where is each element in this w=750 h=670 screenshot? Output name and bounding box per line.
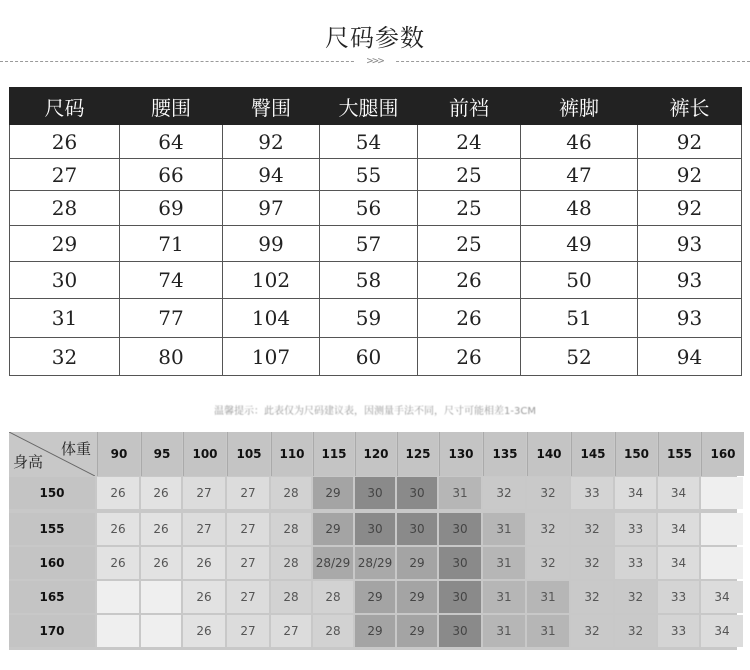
weight-header: 120 xyxy=(355,432,396,476)
table-row xyxy=(10,262,742,299)
page-title: 尺码参数 xyxy=(325,24,425,52)
size-cell: 32 xyxy=(571,615,613,647)
table-cell: 57 xyxy=(320,226,418,262)
header-cell: 腰围 xyxy=(120,88,223,125)
table-cell: 25 xyxy=(418,226,521,262)
size-cell: 29 xyxy=(397,615,437,647)
size-cell: 30 xyxy=(439,513,481,545)
table-cell: 102 xyxy=(223,262,320,299)
table-cell: 94 xyxy=(638,338,742,376)
table-cell: 24 xyxy=(418,125,521,159)
size-table-header-row xyxy=(10,88,742,125)
table-cell: 97 xyxy=(223,191,320,226)
size-cell: 32 xyxy=(615,581,656,613)
size-cell: 28/29 xyxy=(355,547,395,579)
size-cell: 30 xyxy=(355,513,395,545)
size-cell: 28 xyxy=(271,581,311,613)
size-cell: 31 xyxy=(483,547,525,579)
height-header: 165 xyxy=(9,581,95,613)
size-cell: 31 xyxy=(527,615,569,647)
size-cell: 32 xyxy=(527,547,569,579)
size-cell: 33 xyxy=(658,581,699,613)
size-cell xyxy=(701,477,743,509)
size-cell: 30 xyxy=(397,513,437,545)
size-cell: 27 xyxy=(227,477,269,509)
header-cell: 尺码 xyxy=(10,88,120,125)
size-cell: 27 xyxy=(271,615,311,647)
table-cell: 92 xyxy=(638,159,742,191)
weight-header: 150 xyxy=(615,432,657,476)
size-cell: 26 xyxy=(183,581,225,613)
table-cell: 25 xyxy=(418,191,521,226)
table-cell: 66 xyxy=(120,159,223,191)
size-cell: 31 xyxy=(527,581,569,613)
size-cell: 29 xyxy=(397,581,437,613)
table-row xyxy=(10,338,742,376)
table-cell: 48 xyxy=(521,191,638,226)
size-cell: 32 xyxy=(571,581,613,613)
size-cell: 26 xyxy=(183,547,225,579)
size-cell: 29 xyxy=(355,581,395,613)
table-cell: 49 xyxy=(521,226,638,262)
table-cell: 46 xyxy=(521,125,638,159)
corner-header xyxy=(9,432,95,476)
weight-height-chart xyxy=(9,432,737,650)
size-cell: 28 xyxy=(271,477,311,509)
size-cell: 28/29 xyxy=(313,547,353,579)
size-table xyxy=(9,87,742,376)
weight-header: 130 xyxy=(439,432,482,476)
table-cell: 60 xyxy=(320,338,418,376)
size-cell: 28 xyxy=(271,547,311,579)
table-row xyxy=(10,191,742,226)
table-cell: 32 xyxy=(10,338,120,376)
size-cell: 26 xyxy=(141,477,181,509)
size-cell: 34 xyxy=(615,477,656,509)
size-cell: 30 xyxy=(439,547,481,579)
size-cell: 34 xyxy=(658,477,699,509)
table-cell: 92 xyxy=(638,125,742,159)
size-cell: 31 xyxy=(483,615,525,647)
header-cell: 前裆 xyxy=(418,88,521,125)
table-cell: 80 xyxy=(120,338,223,376)
table-row xyxy=(10,125,742,159)
size-cell: 26 xyxy=(141,513,181,545)
table-cell: 52 xyxy=(521,338,638,376)
chevron-arrows-icon: >>> xyxy=(355,54,395,67)
size-cell: 32 xyxy=(527,477,569,509)
weight-label: 体重 xyxy=(60,440,91,458)
size-cell: 27 xyxy=(183,477,225,509)
table-cell: 27 xyxy=(10,159,120,191)
size-cell: 26 xyxy=(97,513,139,545)
size-cell: 26 xyxy=(141,547,181,579)
table-cell: 55 xyxy=(320,159,418,191)
table-cell: 74 xyxy=(120,262,223,299)
height-header: 160 xyxy=(9,547,95,579)
weight-header: 100 xyxy=(183,432,226,476)
weight-header: 105 xyxy=(227,432,270,476)
size-cell: 33 xyxy=(615,513,656,545)
weight-header: 145 xyxy=(571,432,614,476)
weight-header: 140 xyxy=(527,432,570,476)
table-row xyxy=(10,159,742,191)
table-cell: 47 xyxy=(521,159,638,191)
table-cell: 71 xyxy=(120,226,223,262)
table-cell: 56 xyxy=(320,191,418,226)
size-cell xyxy=(141,581,181,613)
table-cell: 99 xyxy=(223,226,320,262)
size-cell: 27 xyxy=(183,513,225,545)
table-row xyxy=(10,299,742,338)
size-cell: 34 xyxy=(658,547,699,579)
table-cell: 30 xyxy=(10,262,120,299)
height-label: 身高 xyxy=(13,453,44,471)
table-cell: 31 xyxy=(10,299,120,338)
table-cell: 26 xyxy=(10,125,120,159)
weight-header: 135 xyxy=(483,432,526,476)
table-cell: 26 xyxy=(418,338,521,376)
size-cell: 30 xyxy=(439,615,481,647)
header-cell: 臀围 xyxy=(223,88,320,125)
size-cell: 29 xyxy=(397,547,437,579)
size-cell: 31 xyxy=(483,513,525,545)
table-cell: 50 xyxy=(521,262,638,299)
header-cell: 大腿围 xyxy=(320,88,418,125)
table-cell: 77 xyxy=(120,299,223,338)
table-cell: 59 xyxy=(320,299,418,338)
size-cell xyxy=(701,547,743,579)
size-cell: 32 xyxy=(527,513,569,545)
size-cell: 29 xyxy=(355,615,395,647)
size-cell: 27 xyxy=(227,615,269,647)
table-cell: 26 xyxy=(418,299,521,338)
size-cell: 30 xyxy=(355,477,395,509)
table-cell: 104 xyxy=(223,299,320,338)
table-cell: 94 xyxy=(223,159,320,191)
size-cell xyxy=(141,615,181,647)
size-cell xyxy=(701,513,743,545)
table-cell: 51 xyxy=(521,299,638,338)
table-cell: 107 xyxy=(223,338,320,376)
size-cell: 27 xyxy=(227,581,269,613)
table-cell: 92 xyxy=(638,191,742,226)
table-cell: 29 xyxy=(10,226,120,262)
size-cell: 34 xyxy=(701,581,743,613)
size-cell: 28 xyxy=(313,581,353,613)
weight-header: 90 xyxy=(97,432,140,476)
size-cell: 29 xyxy=(313,477,353,509)
size-cell: 26 xyxy=(183,615,225,647)
size-cell: 29 xyxy=(313,513,353,545)
size-cell xyxy=(97,581,139,613)
weight-header: 115 xyxy=(313,432,354,476)
size-cell: 33 xyxy=(615,547,656,579)
header-cell: 裤脚 xyxy=(521,88,638,125)
size-cell: 26 xyxy=(97,547,139,579)
size-cell: 32 xyxy=(615,615,656,647)
size-cell: 34 xyxy=(658,513,699,545)
size-cell: 30 xyxy=(439,581,481,613)
table-cell: 26 xyxy=(418,262,521,299)
table-cell: 58 xyxy=(320,262,418,299)
size-cell: 27 xyxy=(227,513,269,545)
table-cell: 54 xyxy=(320,125,418,159)
size-cell: 34 xyxy=(701,615,743,647)
weight-header: 155 xyxy=(658,432,700,476)
size-cell: 32 xyxy=(571,547,613,579)
table-cell: 69 xyxy=(120,191,223,226)
table-cell: 92 xyxy=(223,125,320,159)
weight-header: 160 xyxy=(701,432,744,476)
table-cell: 25 xyxy=(418,159,521,191)
size-cell: 31 xyxy=(483,581,525,613)
size-cell: 26 xyxy=(97,477,139,509)
height-header: 155 xyxy=(9,513,95,545)
weight-header: 110 xyxy=(271,432,312,476)
size-cell: 31 xyxy=(439,477,481,509)
table-cell: 93 xyxy=(638,226,742,262)
size-cell: 33 xyxy=(658,615,699,647)
table-cell: 93 xyxy=(638,299,742,338)
height-header: 150 xyxy=(9,477,95,509)
size-cell: 33 xyxy=(571,477,613,509)
size-cell: 32 xyxy=(571,513,613,545)
table-cell: 28 xyxy=(10,191,120,226)
size-cell: 28 xyxy=(271,513,311,545)
size-cell: 28 xyxy=(313,615,353,647)
weight-header: 95 xyxy=(141,432,182,476)
table-row xyxy=(10,226,742,262)
height-header: 170 xyxy=(9,615,95,647)
size-cell: 32 xyxy=(483,477,525,509)
header-cell: 裤长 xyxy=(638,88,742,125)
table-cell: 93 xyxy=(638,262,742,299)
measurement-note: 温馨提示：此表仅为尺码建议表，因测量手法不同，尺寸可能相差1-3CM xyxy=(214,406,536,417)
table-cell: 64 xyxy=(120,125,223,159)
size-cell: 30 xyxy=(397,477,437,509)
weight-header: 125 xyxy=(397,432,438,476)
size-cell: 27 xyxy=(227,547,269,579)
size-cell xyxy=(97,615,139,647)
